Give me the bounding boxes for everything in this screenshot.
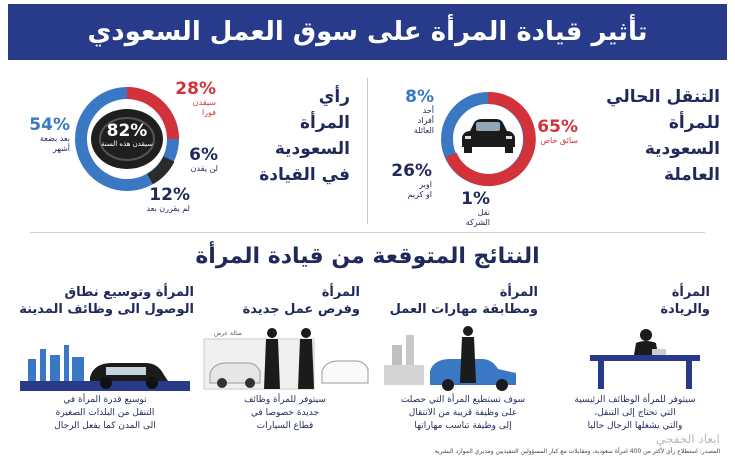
result-text-new-jobs: سيتوفر للمرأة وظائف جديدة خصوصا في قطاع السيارات: [244, 395, 326, 431]
opinion-center: 82% سيقدن هذه السنة: [100, 121, 153, 148]
undecided-share: 12% لم يقررن بعد: [146, 185, 190, 213]
watermark: ابعاد الخفجي: [656, 432, 720, 446]
source-footnote: المصدر: استطلاع رأي لأكثر من 400 امرأة سعودية، ومقابلات مع كبار المسؤولين التنفيذيين ومديري الموارد البشرية: [434, 448, 720, 455]
transport-heading: التنقل الحالي للمرأة السعودية العاملة: [606, 87, 720, 185]
results-heading: النتائج المتوقعة من قيادة المرأة: [195, 244, 540, 269]
family-share: 8% أحد أفراد العائلة: [405, 87, 434, 135]
never-share: 6% لن يقدن: [189, 145, 218, 173]
horizontal-divider: [30, 232, 705, 233]
result-title-city-access: المرأة وتوسيع نطاق الوصول الى وظائف المدينة: [19, 285, 194, 317]
result-text-skills: سوف تستطيع المرأة التي حصلت على وظيفة قريبة من الانتقال إلى وظيفة تناسب مهاراتها: [400, 395, 526, 431]
transport-donut-chart: [438, 89, 538, 189]
section-divider: [367, 78, 368, 224]
new-jobs-illustration: [202, 325, 372, 391]
donut-segment-dark: [150, 159, 169, 179]
skills-illustration: [378, 325, 548, 391]
immediate-share: 28% سيقدن فورا: [175, 79, 216, 117]
result-title-skills: المرأة ومطابقة مهارات العمل: [389, 285, 538, 317]
car-share: 65% سائق خاص: [537, 117, 578, 145]
page-title: تأثير قيادة المرأة على سوق العمل السعودي: [8, 4, 727, 60]
company-share: 1% نقل الشركة: [461, 189, 490, 227]
city-illustration: [20, 325, 190, 391]
uber-share: 26% اوبر او كريم: [391, 161, 432, 199]
result-text-leadership: سيتوفر للمرأة الوظائف الرئيسية التي تحتاج إلى التنقل، والتي يشغلها الرجال حاليا: [574, 395, 696, 431]
later-share: 54% بعد بضعة أشهر: [29, 115, 70, 153]
result-title-new-jobs: المرأة وفرص عمل جديدة: [242, 285, 360, 317]
opinion-heading: رأي المرأة السعودية في القيادة: [259, 87, 350, 185]
leadership-illustration: [550, 325, 720, 391]
shop-sign-label: صالة عرض: [213, 330, 242, 337]
result-title-leadership: المرأة والريادة: [660, 285, 710, 317]
result-text-city-access: توسيع قدرة المرأة في التنقل من البلدات الصغيرة الى المدن كما يفعل الرجال: [54, 395, 156, 431]
